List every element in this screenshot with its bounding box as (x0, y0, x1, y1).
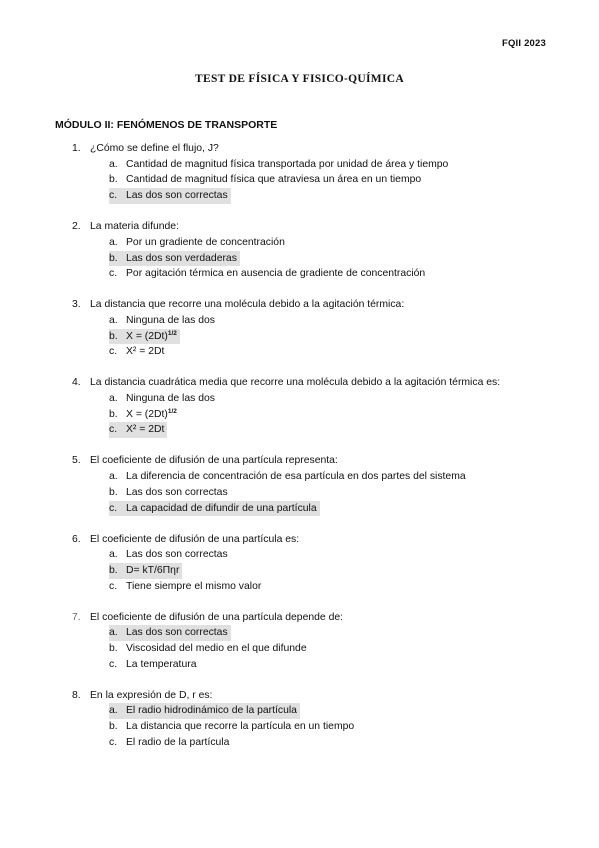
question-line (72, 141, 552, 157)
option-text-main: Las dos son correctas (126, 190, 228, 202)
option-text-main: Las dos son correctas (126, 549, 228, 561)
option-letter: c. (109, 736, 118, 748)
option-text (126, 563, 181, 579)
question-number: 4. (72, 377, 81, 389)
question-line (72, 453, 552, 469)
module-heading: MÓDULO II: FENÓMENOS DE TRANSPORTE (55, 119, 278, 131)
option-superscript: 1/2 (167, 407, 177, 415)
question-number: 7. (72, 611, 81, 623)
question-item (72, 141, 552, 204)
question-text: ¿Cómo se define el flujo, J? (90, 143, 219, 154)
answer-option (109, 469, 552, 485)
option-text (126, 235, 287, 251)
option-letter: a. (109, 236, 118, 248)
question-item (72, 688, 552, 751)
option-letter: a. (109, 158, 118, 170)
option-letter: c. (109, 424, 118, 436)
question-text: La distancia cuadrática media que recorre una molécula debido a la agitación térmica es: (90, 377, 501, 389)
option-letter: c. (109, 346, 118, 358)
option-text (126, 579, 263, 595)
question-number: 5. (72, 455, 81, 467)
option-text (126, 407, 179, 423)
answer-option (109, 407, 552, 423)
option-letter: a. (109, 627, 118, 639)
question-text: El coeficiente de difusión de una partícula representa: (90, 455, 338, 467)
question-text: En la expresión de D, r es: (90, 689, 213, 701)
option-letter: b. (109, 408, 118, 420)
option-text (126, 344, 166, 360)
option-text-main: La diferencia de concentración de esa partícula en dos partes del sistema (126, 471, 466, 483)
option-letter: c. (109, 268, 118, 280)
highlighted-answer-option (109, 703, 300, 719)
answer-option (109, 313, 552, 329)
option-text-main: X = (2Dt) (126, 408, 168, 420)
highlighted-answer-option (109, 188, 231, 204)
option-text-main: El radio de la partícula (126, 736, 230, 748)
option-text-main: Las dos son verdaderas (126, 252, 237, 264)
document-title: TEST DE FÍSICA Y FISICO-QUÍMICA (195, 73, 404, 85)
highlighted-answer-option (109, 625, 231, 641)
option-text-main: El radio hidrodinámico de la partícula (126, 705, 297, 717)
answer-option (109, 235, 552, 251)
option-text (126, 157, 450, 173)
option-text (126, 172, 423, 188)
answer-option (109, 344, 552, 360)
question-line (72, 688, 552, 704)
question-number: 8. (72, 689, 81, 701)
option-text-main: La distancia que recorre la partícula en un tiempo (126, 721, 355, 733)
question-number: 3. (72, 299, 81, 311)
answer-option (109, 157, 552, 173)
option-text (126, 735, 231, 751)
option-text-main: D= kT/6Πηr (126, 564, 180, 576)
answer-option (109, 735, 552, 751)
answer-option (109, 579, 552, 595)
answer-option (109, 719, 552, 735)
answer-option (109, 485, 552, 501)
highlighted-answer-option (109, 501, 320, 517)
option-letter: a. (109, 471, 118, 483)
option-text-main: Cantidad de magnitud física que atraviesa un área en un tiempo (126, 174, 422, 186)
question-line (72, 532, 552, 548)
question-line (72, 297, 552, 313)
option-text (126, 703, 299, 719)
option-letter: b. (109, 174, 118, 186)
option-text-main: Ninguna de las dos (126, 314, 215, 326)
option-letter: b. (109, 564, 118, 576)
option-text (126, 657, 198, 673)
option-text-main: Por un gradiente de concentración (126, 236, 285, 248)
option-text-main: Tiene siempre el mismo valor (126, 580, 262, 592)
option-text-main: Por agitación térmica en ausencia de gradiente de concentración (126, 268, 426, 280)
option-letter: b. (109, 721, 118, 733)
highlighted-answer-option (109, 329, 180, 345)
question-item (72, 453, 552, 516)
option-text (126, 641, 309, 657)
question-list (72, 141, 552, 766)
option-text (126, 313, 217, 329)
answer-option (109, 172, 552, 188)
question-number: 1. (72, 143, 81, 154)
option-text-main: Las dos son correctas (126, 486, 228, 498)
highlighted-answer-option (109, 422, 167, 438)
answer-option (109, 547, 552, 563)
option-text (126, 251, 239, 267)
answer-option (109, 391, 552, 407)
question-item (72, 375, 552, 438)
option-letter: a. (109, 549, 118, 561)
question-text: El coeficiente de difusión de una partícula depende de: (90, 611, 344, 623)
option-text (126, 719, 356, 735)
option-letter: a. (109, 705, 118, 717)
option-letter: a. (109, 393, 118, 405)
highlighted-answer-option (109, 251, 240, 267)
option-text (126, 422, 166, 438)
answer-option (109, 266, 552, 282)
question-line (72, 375, 552, 391)
option-text (126, 485, 230, 501)
option-text (126, 469, 468, 485)
highlighted-answer-option (109, 563, 182, 579)
option-text (126, 625, 230, 641)
option-letter: a. (109, 314, 118, 326)
option-letter: b. (109, 330, 118, 342)
option-letter: c. (109, 190, 118, 202)
option-text-main: La temperatura (126, 658, 197, 670)
option-text-main: Viscosidad del medio en el que difunde (126, 643, 307, 655)
option-letter: c. (109, 658, 118, 670)
answer-option (109, 641, 552, 657)
option-letter: b. (109, 643, 118, 655)
option-text-main: X² = 2Dt (126, 346, 165, 358)
answer-option (109, 657, 552, 673)
question-item (72, 297, 552, 360)
question-item (72, 532, 552, 595)
option-letter: b. (109, 252, 118, 264)
option-text (126, 188, 230, 204)
question-number: 2. (72, 221, 81, 233)
option-letter: b. (109, 486, 118, 498)
option-text-main: Ninguna de las dos (126, 393, 215, 405)
question-line (72, 610, 552, 626)
option-letter: c. (109, 580, 118, 592)
question-line (72, 219, 552, 235)
option-text-main: La capacidad de difundir de una partícula (126, 502, 317, 514)
question-item (72, 610, 552, 673)
question-number: 6. (72, 533, 81, 545)
question-text: El coeficiente de difusión de una partícula es: (90, 533, 300, 545)
document-code: FQII 2023 (501, 38, 546, 49)
option-text-main: Cantidad de magnitud física transportada por unidad de área y tiempo (126, 158, 449, 170)
option-text (126, 547, 230, 563)
option-text-main: Las dos son correctas (126, 627, 228, 639)
option-superscript: 1/2 (167, 329, 177, 337)
option-text-main: X = (2Dt) (126, 330, 168, 342)
option-text (126, 391, 217, 407)
option-text (126, 266, 427, 282)
question-item (72, 219, 552, 282)
option-text (126, 329, 179, 345)
question-text: La distancia que recorre una molécula debido a la agitación térmica: (90, 299, 405, 311)
question-text: La materia difunde: (90, 221, 179, 233)
option-letter: c. (109, 502, 118, 514)
option-text (126, 501, 319, 517)
option-text-main: X² = 2Dt (126, 424, 165, 436)
